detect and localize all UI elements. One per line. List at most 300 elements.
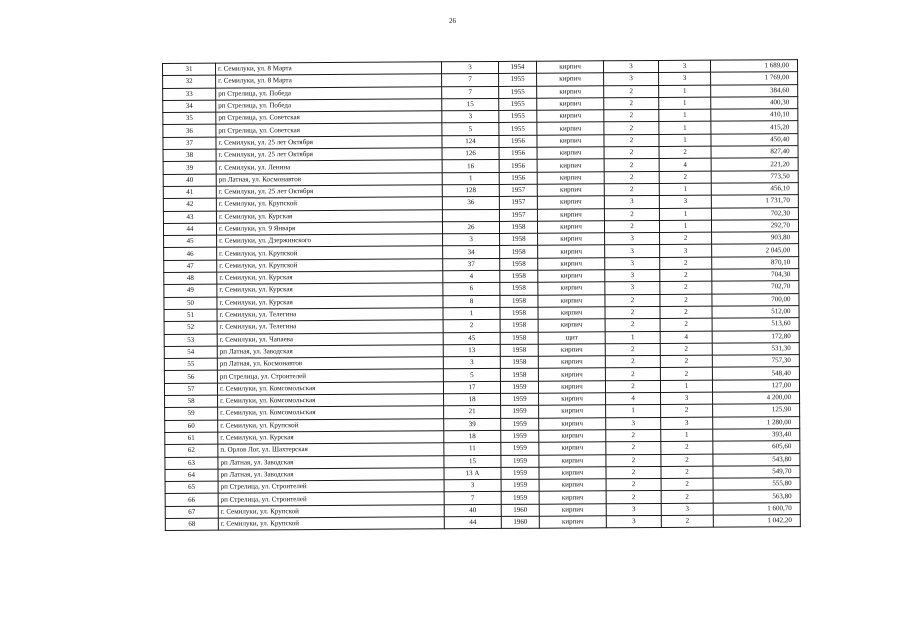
year-built-cell: 1958: [500, 356, 538, 369]
area-cell: 704,30: [712, 269, 799, 282]
house-number-cell: 21: [444, 406, 501, 419]
row-number: 47: [164, 260, 217, 273]
entrances-cell: 2: [660, 368, 712, 381]
row-number: 46: [164, 248, 217, 261]
wall-material-cell: кирпич: [537, 159, 604, 172]
area-cell: 549,70: [713, 465, 800, 478]
row-number: 55: [164, 358, 217, 371]
year-built-cell: 1958: [500, 258, 538, 271]
row-number: 38: [163, 149, 216, 162]
row-number: 32: [163, 75, 216, 88]
area-cell: 172,80: [712, 330, 799, 343]
wall-material-cell: щит: [538, 331, 605, 344]
entrances-cell: 1: [659, 208, 711, 221]
row-number: 52: [164, 321, 217, 334]
row-number: 31: [163, 63, 216, 76]
row-number: 49: [164, 285, 217, 298]
area-cell: 757,30: [712, 355, 799, 368]
floors-cell: 2: [604, 122, 659, 135]
year-built-cell: 1955: [499, 110, 537, 123]
house-number-cell: 3: [444, 480, 501, 493]
area-cell: 702,70: [712, 281, 799, 294]
entrances-cell: 3: [659, 72, 711, 85]
year-built-cell: 1957: [499, 209, 537, 222]
house-number-cell: 39: [444, 418, 501, 431]
area-cell: 410,10: [711, 109, 798, 122]
address-cell: г. Семилуки, ул. 25 лет Октября: [216, 148, 442, 162]
year-built-cell: 1955: [499, 74, 537, 87]
house-number-cell: 6: [443, 283, 500, 296]
area-cell: 125,90: [713, 404, 800, 417]
year-built-cell: 1957: [499, 196, 537, 209]
area-cell: 292,70: [711, 219, 798, 232]
row-number: 42: [163, 198, 216, 211]
wall-material-cell: кирпич: [539, 467, 606, 480]
wall-material-cell: кирпич: [539, 479, 606, 492]
address-cell: г. Семилуки, ул. Курская: [218, 431, 444, 445]
wall-material-cell: кирпич: [539, 405, 606, 418]
floors-cell: 2: [605, 368, 660, 381]
year-built-cell: 1958: [500, 295, 538, 308]
year-built-cell: 1958: [500, 307, 538, 320]
wall-material-cell: кирпич: [537, 110, 604, 123]
year-built-cell: 1958: [500, 332, 538, 345]
entrances-cell: 2: [660, 294, 712, 307]
floors-cell: 2: [605, 380, 660, 393]
address-cell: г. Семилуки, ул. Телегина: [217, 308, 443, 322]
address-cell: г. Семилуки, ул. Дзержинского: [217, 234, 443, 248]
entrances-cell: 2: [659, 171, 711, 184]
address-cell: г. Семилуки, ул. Крупской: [218, 418, 444, 432]
year-built-cell: 1959: [501, 467, 539, 480]
address-cell: рп Стрелица, ул. Советская: [216, 111, 442, 125]
entrances-cell: 2: [659, 146, 711, 159]
house-number-cell: 124: [442, 135, 499, 148]
entrances-cell: 2: [660, 232, 712, 245]
row-number: 64: [165, 469, 218, 482]
row-number: 60: [165, 420, 218, 433]
row-number: 33: [163, 88, 216, 101]
address-cell: п. Орлов Лог, ул. Шахтерская: [218, 443, 444, 457]
floors-cell: 1: [606, 405, 661, 418]
area-cell: 1 042,20: [713, 515, 800, 528]
house-number-cell: 5: [442, 123, 499, 136]
entrances-cell: 1: [659, 122, 711, 135]
year-built-cell: 1959: [501, 418, 539, 431]
row-number: 45: [164, 235, 217, 248]
house-number-cell: 18: [444, 430, 501, 443]
floors-cell: 2: [605, 306, 660, 319]
floors-cell: 2: [604, 85, 659, 98]
address-cell: рп Стрелица, ул. Победа: [216, 86, 442, 100]
floors-cell: 2: [604, 220, 659, 233]
area-cell: 512,00: [712, 306, 799, 319]
floors-cell: 2: [604, 208, 659, 221]
year-built-cell: 1960: [501, 516, 539, 529]
year-built-cell: 1959: [501, 492, 539, 505]
area-cell: 555,80: [713, 478, 800, 491]
wall-material-cell: кирпич: [538, 344, 605, 357]
floors-cell: 3: [605, 270, 660, 283]
wall-material-cell: кирпич: [538, 307, 605, 320]
address-cell: г. Семилуки, ул. Курская: [216, 209, 442, 223]
row-number: 65: [165, 481, 218, 494]
year-built-cell: 1958: [500, 233, 538, 246]
row-number: 68: [165, 518, 218, 531]
area-cell: 700,00: [712, 293, 799, 306]
year-built-cell: 1958: [500, 344, 538, 357]
house-number-cell: 45: [443, 332, 500, 345]
area-cell: 393,40: [713, 429, 800, 442]
row-number: 51: [164, 309, 217, 322]
house-number-cell: 1: [442, 172, 499, 185]
house-number-cell: 15: [442, 98, 499, 111]
floors-cell: 2: [604, 110, 659, 123]
row-number: 41: [163, 186, 216, 199]
row-number: 48: [164, 272, 217, 285]
floors-cell: 3: [605, 257, 660, 270]
entrances-cell: 3: [658, 60, 710, 73]
year-built-cell: 1958: [500, 270, 538, 283]
floors-cell: 3: [605, 282, 660, 295]
row-number: 58: [165, 395, 218, 408]
row-number: 62: [165, 444, 218, 457]
address-cell: рп Латная, ул. Космонавтов: [216, 172, 442, 186]
address-cell: г. Семилуки, ул. Комсомольская: [217, 382, 443, 396]
floors-cell: 2: [604, 159, 659, 172]
house-number-cell: 37: [443, 258, 500, 271]
floors-cell: 3: [605, 245, 660, 258]
wall-material-cell: кирпич: [538, 319, 605, 332]
house-number-cell: 3: [443, 357, 500, 370]
area-cell: 456,10: [711, 183, 798, 196]
year-built-cell: 1958: [500, 246, 538, 259]
floors-cell: 2: [606, 442, 661, 455]
wall-material-cell: кирпич: [538, 368, 605, 381]
year-built-cell: 1956: [499, 172, 537, 185]
year-built-cell: 1956: [499, 160, 537, 173]
area-cell: 1 280,00: [713, 416, 800, 429]
entrances-cell: 2: [661, 478, 713, 491]
address-cell: г. Семилуки, ул. 8 Марта: [216, 74, 442, 88]
house-number-cell: 13: [443, 344, 500, 357]
wall-material-cell: кирпич: [539, 503, 606, 516]
year-built-cell: 1956: [499, 135, 537, 148]
address-cell: г. Семилуки, ул. 25 лет Октября: [216, 136, 442, 150]
floors-cell: 2: [605, 356, 660, 369]
house-number-cell: 3: [442, 111, 499, 124]
year-built-cell: 1959: [501, 430, 539, 443]
floors-cell: 2: [606, 479, 661, 492]
address-cell: г. Семилуки, ул. Крупской: [216, 197, 442, 211]
floors-cell: 2: [604, 147, 659, 160]
entrances-cell: 2: [661, 441, 713, 454]
address-cell: г. Семилуки, ул. Крупской: [217, 259, 443, 273]
year-built-cell: 1954: [498, 61, 536, 74]
wall-material-cell: кирпич: [538, 356, 605, 369]
house-number-cell: 126: [442, 148, 499, 161]
row-number: 36: [163, 125, 216, 138]
entrances-cell: 2: [661, 515, 713, 528]
address-cell: г. Семилуки, ул. 9 Января: [216, 222, 442, 236]
entrances-cell: 3: [659, 195, 711, 208]
floors-cell: 2: [606, 466, 661, 479]
wall-material-cell: кирпич: [537, 73, 604, 86]
year-built-cell: 1955: [499, 98, 537, 111]
entrances-cell: 2: [660, 257, 712, 270]
row-number: 50: [164, 297, 217, 310]
year-built-cell: 1957: [499, 184, 537, 197]
year-built-cell: 1956: [499, 147, 537, 160]
house-number-cell: 18: [444, 393, 501, 406]
address-cell: г. Семилуки, ул. Курская: [217, 295, 443, 309]
house-number-cell: 15: [444, 455, 501, 468]
house-number-cell: 7: [442, 86, 499, 99]
house-number-cell: 34: [443, 246, 500, 259]
address-cell: г. Семилуки, ул. Ленина: [216, 160, 442, 174]
wall-material-cell: кирпич: [539, 430, 606, 443]
floors-cell: 3: [606, 417, 661, 430]
area-cell: 513,60: [712, 318, 799, 331]
row-number: 39: [163, 162, 216, 175]
floors-cell: 2: [605, 343, 660, 356]
row-number: 56: [164, 371, 217, 384]
wall-material-cell: кирпич: [538, 381, 605, 394]
area-cell: 400,30: [711, 97, 798, 110]
floors-cell: 2: [604, 97, 659, 110]
house-number-cell: 3: [443, 234, 500, 247]
address-cell: г. Семилуки, ул. Комсомольская: [218, 406, 444, 420]
area-cell: 903,80: [712, 232, 799, 245]
house-number-cell: 40: [444, 504, 501, 517]
address-cell: г. Семилуки, ул. 25 лет Октября: [216, 185, 442, 199]
house-number-cell: 5: [443, 369, 500, 382]
area-cell: 450,40: [711, 133, 798, 146]
area-cell: 531,30: [712, 342, 799, 355]
wall-material-cell: кирпич: [537, 85, 604, 98]
wall-material-cell: кирпич: [539, 393, 606, 406]
year-built-cell: 1955: [499, 123, 537, 136]
entrances-cell: 1: [659, 109, 711, 122]
house-number-cell: 7: [444, 492, 501, 505]
wall-material-cell: кирпич: [538, 270, 605, 283]
address-cell: рп Латная, ул. Космонавтов: [217, 357, 443, 371]
entrances-cell: 2: [660, 318, 712, 331]
wall-material-cell: кирпич: [537, 221, 604, 234]
year-built-cell: 1960: [501, 504, 539, 517]
wall-material-cell: кирпич: [537, 184, 604, 197]
row-number: 59: [165, 407, 218, 420]
floors-cell: 2: [605, 319, 660, 332]
area-cell: 1 600,70: [713, 502, 800, 515]
wall-material-cell: кирпич: [539, 491, 606, 504]
wall-material-cell: кирпич: [539, 454, 606, 467]
area-cell: 1 769,00: [711, 72, 798, 85]
entrances-cell: 2: [660, 281, 712, 294]
year-built-cell: 1959: [501, 479, 539, 492]
entrances-cell: 3: [661, 503, 713, 516]
area-cell: 827,40: [711, 146, 798, 159]
row-number: 67: [165, 506, 218, 519]
area-cell: 384,60: [711, 84, 798, 97]
house-number-cell: 36: [442, 197, 499, 210]
entrances-cell: 3: [661, 392, 713, 405]
wall-material-cell: кирпич: [537, 171, 604, 184]
entrances-cell: 2: [660, 269, 712, 282]
floors-cell: 2: [605, 294, 660, 307]
floors-cell: 2: [604, 183, 659, 196]
entrances-cell: 1: [659, 134, 711, 147]
wall-material-cell: кирпич: [537, 135, 604, 148]
wall-material-cell: кирпич: [539, 417, 606, 430]
address-cell: г. Семилуки, ул. Комсомольская: [218, 394, 444, 408]
house-number-cell: 11: [444, 443, 501, 456]
floors-cell: 2: [606, 454, 661, 467]
entrances-cell: 1: [661, 429, 713, 442]
address-cell: г. Семилуки, ул. Крупской: [218, 517, 444, 531]
wall-material-cell: кирпич: [538, 294, 605, 307]
area-cell: 1 689,00: [710, 60, 797, 73]
house-number-cell: 1: [443, 307, 500, 320]
wall-material-cell: кирпич: [539, 442, 606, 455]
area-cell: 773,50: [711, 170, 798, 183]
area-cell: 605,60: [713, 441, 800, 454]
entrances-cell: 2: [661, 454, 713, 467]
floors-cell: 3: [603, 60, 658, 73]
floors-cell: 2: [604, 171, 659, 184]
year-built-cell: 1959: [501, 393, 539, 406]
floors-cell: 4: [606, 392, 661, 405]
wall-material-cell: кирпич: [536, 61, 603, 74]
area-cell: 543,80: [713, 453, 800, 466]
address-cell: г. Семилуки, ул. Курская: [217, 283, 443, 297]
entrances-cell: 1: [659, 183, 711, 196]
address-cell: рп Стрелица, ул. Строителей: [217, 369, 443, 383]
house-number-cell: 4: [443, 270, 500, 283]
address-cell: г. Семилуки, ул. 8 Марта: [216, 62, 442, 76]
house-number-cell: 26: [442, 221, 499, 234]
entrances-cell: 1: [659, 220, 711, 233]
area-cell: 4 200,00: [713, 392, 800, 405]
address-cell: г. Семилуки, ул. Крупской: [217, 246, 443, 260]
entrances-cell: 2: [660, 306, 712, 319]
wall-material-cell: кирпич: [537, 98, 604, 111]
area-cell: 2 045,00: [712, 244, 799, 257]
floors-cell: 2: [606, 491, 661, 504]
address-cell: рп Латная, ул. Заводская: [217, 345, 443, 359]
house-number-cell: 8: [443, 295, 500, 308]
house-number-cell: 13 А: [444, 467, 501, 480]
year-built-cell: 1959: [501, 406, 539, 419]
house-number-cell: 3: [441, 61, 498, 74]
entrances-cell: 1: [659, 97, 711, 110]
floors-cell: 3: [606, 515, 661, 528]
address-cell: рп Стрелица, ул. Советская: [216, 123, 442, 137]
page-number: 26: [449, 17, 456, 25]
entrances-cell: 2: [661, 404, 713, 417]
row-number: 63: [165, 457, 218, 470]
entrances-cell: 1: [659, 85, 711, 98]
address-cell: г. Семилуки, ул. Крупской: [218, 504, 444, 518]
row-number: 44: [163, 223, 216, 236]
wall-material-cell: кирпич: [539, 516, 606, 529]
row-number: 43: [163, 211, 216, 224]
area-cell: 415,20: [711, 121, 798, 134]
wall-material-cell: кирпич: [537, 208, 604, 221]
house-number-cell: 17: [443, 381, 500, 394]
house-number-cell: 7: [442, 74, 499, 87]
entrances-cell: 2: [660, 355, 712, 368]
address-cell: г. Семилуки, ул. Курская: [217, 271, 443, 285]
entrances-cell: 4: [660, 331, 712, 344]
entrances-cell: 3: [661, 417, 713, 430]
row-number: 40: [163, 174, 216, 187]
floors-cell: 3: [604, 73, 659, 86]
floors-cell: 2: [606, 429, 661, 442]
entrances-cell: 1: [660, 380, 712, 393]
floors-cell: 3: [605, 233, 660, 246]
row-number: 53: [164, 334, 217, 347]
year-built-cell: 1955: [499, 86, 537, 99]
address-cell: рп Стрелица, ул. Победа: [216, 99, 442, 113]
entrances-cell: 3: [660, 245, 712, 258]
entrances-cell: 2: [661, 466, 713, 479]
year-built-cell: 1959: [501, 455, 539, 468]
wall-material-cell: кирпич: [538, 245, 605, 258]
year-built-cell: 1958: [500, 283, 538, 296]
area-cell: 870,10: [712, 256, 799, 269]
address-cell: г. Семилуки, ул. Чапаева: [217, 332, 443, 346]
area-cell: 563,80: [713, 490, 800, 503]
house-number-cell: 16: [442, 160, 499, 173]
house-number-cell: 2: [443, 320, 500, 333]
area-cell: 127,00: [712, 379, 799, 392]
address-cell: рп Стрелица, ул. Строителей: [218, 480, 444, 494]
wall-material-cell: кирпич: [538, 233, 605, 246]
address-cell: рп Стрелица, ул. Строителей: [218, 492, 444, 506]
floors-cell: 1: [605, 331, 660, 344]
house-number-cell: 128: [442, 184, 499, 197]
area-cell: 221,20: [711, 158, 798, 171]
wall-material-cell: кирпич: [537, 147, 604, 160]
year-built-cell: 1958: [499, 221, 537, 234]
row-number: 61: [165, 432, 218, 445]
entrances-cell: 4: [659, 159, 711, 172]
year-built-cell: 1958: [500, 369, 538, 382]
entrances-cell: 2: [661, 491, 713, 504]
floors-cell: 3: [606, 503, 661, 516]
year-built-cell: 1959: [501, 442, 539, 455]
row-number: 35: [163, 112, 216, 125]
year-built-cell: 1959: [500, 381, 538, 394]
wall-material-cell: кирпич: [538, 258, 605, 271]
wall-material-cell: кирпич: [538, 282, 605, 295]
row-number: 37: [163, 137, 216, 150]
year-built-cell: 1958: [500, 319, 538, 332]
address-cell: рп Латная, ул. Заводская: [218, 455, 444, 469]
floors-cell: 3: [604, 196, 659, 209]
house-number-cell: [442, 209, 499, 222]
house-number-cell: 44: [444, 516, 501, 529]
row-number: 34: [163, 100, 216, 113]
area-cell: 702,30: [711, 207, 798, 220]
row-number: 57: [164, 383, 217, 396]
address-cell: рп Латная, ул. Заводская: [218, 468, 444, 482]
row-number: 66: [165, 494, 218, 507]
housing-registry-table: [162, 59, 801, 531]
wall-material-cell: кирпич: [537, 196, 604, 209]
floors-cell: 2: [604, 134, 659, 147]
